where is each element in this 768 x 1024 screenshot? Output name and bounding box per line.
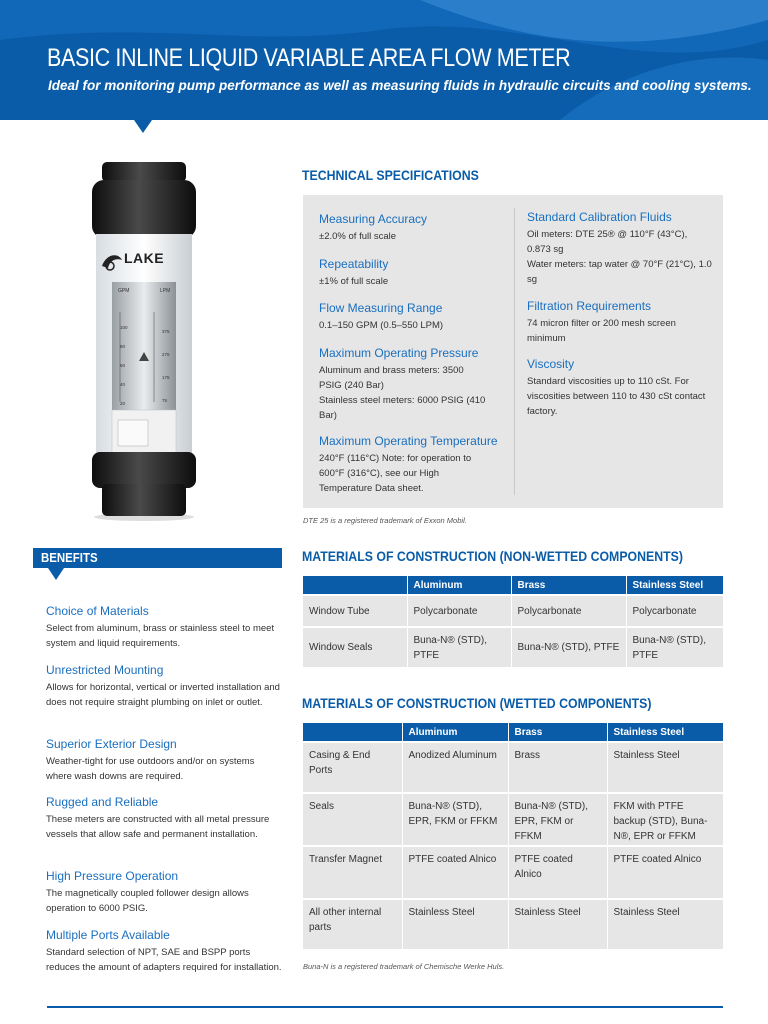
column-header <box>303 723 402 742</box>
table-cell: Transfer Magnet <box>303 846 402 899</box>
spec-label: Measuring Accuracy <box>319 212 428 226</box>
table-cell: Buna-N® (STD), EPR, FKM or FFKM <box>402 793 508 846</box>
table-cell: Brass <box>508 742 607 793</box>
spec-value: ±1% of full scale <box>319 276 389 287</box>
scale-tick: 75 <box>162 398 168 403</box>
table-cell: PTFE coated Alnico <box>607 846 723 899</box>
table-cell: FKM with PTFE backup (STD), Buna-N®, EPR or FFKM <box>607 793 723 846</box>
benefit-text: These meters are constructed with all metal pressure vessels that allow safe and permanent installation. <box>46 814 270 840</box>
scale-left-ticks <box>120 318 132 413</box>
spec-label: Maximum Operating Pressure <box>319 346 479 360</box>
spec-value: Standard viscosities up to 110 cSt. For viscosities between 110 to 430 cSt contact factory. <box>527 376 706 417</box>
table-cell: Stainless Steel <box>508 899 607 949</box>
table-cell: All other internal parts <box>303 899 402 949</box>
scale-tick: 175 <box>162 375 170 380</box>
table-row <box>303 742 723 793</box>
spec-value: Aluminum and brass meters: 3500 PSIG (240 Bar) Stainless steel meters: 6000 PSIG (410 Bar) <box>319 365 486 421</box>
wetted-table <box>303 723 723 949</box>
spec-filtration <box>527 299 707 346</box>
spec-value: ±2.0% of full scale <box>319 231 397 242</box>
table-cell: Buna-N® (STD), PTFE <box>626 627 723 667</box>
benefit-text: Standard selection of NPT, SAE and BSPP ports reduces the amount of adapters required for installation. <box>46 947 282 973</box>
spec-measuring-accuracy <box>319 212 511 244</box>
benefit-item <box>46 663 282 710</box>
spec-value: 74 micron filter or 200 mesh screen minimum <box>527 318 676 344</box>
table-header-row <box>303 723 723 742</box>
benefit-text: The magnetically coupled follower design allows operation to 6000 PSIG. <box>46 888 249 914</box>
flow-meter-image <box>88 162 200 522</box>
table-cell: Stainless Steel <box>607 899 723 949</box>
product-brand: LAKE <box>124 250 165 266</box>
spec-calibration-fluids <box>527 210 712 287</box>
benefits-pointer <box>48 568 64 580</box>
column-header: Stainless Steel <box>626 576 723 595</box>
scale-left-unit: GPM <box>118 288 130 294</box>
spec-flow-range <box>319 301 511 333</box>
benefit-title: Unrestricted Mounting <box>46 663 164 677</box>
header-banner <box>0 0 768 120</box>
wetted-heading: MATERIALS OF CONSTRUCTION (WETTED COMPONENTS) <box>302 695 652 711</box>
non-wetted-table <box>303 576 723 667</box>
spec-max-temperature <box>319 434 498 496</box>
column-header <box>303 576 407 595</box>
spec-value: 240°F (116°C) Note: for operation to 600°F (316°C), see our High Temperature Data sheet. <box>319 453 472 494</box>
benefit-text: Weather-tight for use outdoors and/or on systems where wash downs are required. <box>46 756 255 782</box>
table-row <box>303 846 723 899</box>
table-row <box>303 595 723 627</box>
scale-tick: 60 <box>120 363 126 368</box>
table-row <box>303 793 723 846</box>
benefits-heading: BENEFITS <box>41 550 98 565</box>
column-header: Brass <box>511 576 626 595</box>
benefit-title: Superior Exterior Design <box>46 737 177 751</box>
column-header: Aluminum <box>407 576 511 595</box>
scale-right-ticks <box>162 320 174 412</box>
table-cell: PTFE coated Alnico <box>508 846 607 899</box>
spec-label: Repeatability <box>319 257 389 271</box>
spec-label: Filtration Requirements <box>527 299 652 313</box>
table-cell: Polycarbonate <box>407 595 511 627</box>
benefit-title: Choice of Materials <box>46 604 149 618</box>
tech-specs-heading: TECHNICAL SPECIFICATIONS <box>302 167 479 183</box>
column-header: Stainless Steel <box>607 723 723 742</box>
benefits-header <box>33 548 282 568</box>
table-cell: Buna-N® (STD), EPR, FKM or FFKM <box>508 793 607 846</box>
buna-footnote: Buna-N is a registered trademark of Chemische Werke Huls. <box>303 962 505 971</box>
spec-label: Flow Measuring Range <box>319 301 443 315</box>
table-cell: Window Tube <box>303 595 407 627</box>
benefit-text: Allows for horizontal, vertical or inverted installation and does not require straight plumbing on inlet or outlet. <box>46 682 280 708</box>
benefit-item <box>46 737 282 784</box>
spec-repeatability <box>319 257 511 289</box>
page-subtitle: Ideal for monitoring pump performance as well as measuring fluids in hydraulic circuits and cooling systems. <box>48 78 752 93</box>
table-cell: Buna-N® (STD), PTFE <box>407 627 511 667</box>
benefit-item <box>46 604 282 651</box>
table-cell: Buna-N® (STD), PTFE <box>511 627 626 667</box>
table-cell: Casing & End Ports <box>303 742 402 793</box>
scale-right-unit: LPM <box>160 288 171 294</box>
spec-viscosity <box>527 357 709 419</box>
table-cell: Polycarbonate <box>511 595 626 627</box>
benefit-item <box>46 928 282 975</box>
spec-label: Standard Calibration Fluids <box>527 210 672 224</box>
bottom-divider <box>47 1006 723 1008</box>
table-cell: Seals <box>303 793 402 846</box>
table-cell: Window Seals <box>303 627 407 667</box>
spec-divider <box>514 208 515 495</box>
benefit-title: Rugged and Reliable <box>46 795 159 809</box>
non-wetted-heading: MATERIALS OF CONSTRUCTION (NON-WETTED COMPONENTS) <box>302 548 683 564</box>
page-title: BASIC INLINE LIQUID VARIABLE AREA FLOW METER <box>47 44 571 72</box>
spec-value: 0.1–150 GPM (0.5–550 LPM) <box>319 320 444 331</box>
column-header: Aluminum <box>402 723 508 742</box>
spec-label: Maximum Operating Temperature <box>319 434 498 448</box>
table-header-row <box>303 576 723 595</box>
benefit-item <box>46 795 282 842</box>
spec-label: Viscosity <box>527 357 575 371</box>
benefit-title: Multiple Ports Available <box>46 928 170 942</box>
table-row <box>303 627 723 667</box>
scale-tick: 100 <box>120 325 128 330</box>
scale-tick: 20 <box>120 401 126 406</box>
scale-tick: 275 <box>162 352 170 357</box>
table-cell: Stainless Steel <box>402 899 508 949</box>
table-cell: Stainless Steel <box>607 742 723 793</box>
scale-tick: 40 <box>120 382 126 387</box>
table-cell: Polycarbonate <box>626 595 723 627</box>
table-cell: Anodized Aluminum <box>402 742 508 793</box>
benefit-item <box>46 869 282 916</box>
benefit-title: High Pressure Operation <box>46 869 179 883</box>
column-header: Brass <box>508 723 607 742</box>
scale-tick: 80 <box>120 344 126 349</box>
table-row <box>303 899 723 949</box>
spec-value: Oil meters: DTE 25® @ 110°F (43°C), 0.873 sg Water meters: tap water @ 70°F (21°C), 1.0 sg <box>527 229 712 285</box>
benefit-text: Select from aluminum, brass or stainless steel to meet system and liquid requirements. <box>46 623 275 649</box>
table-cell: PTFE coated Alnico <box>402 846 508 899</box>
header-pointer <box>134 120 152 133</box>
scale-tick: 375 <box>162 329 170 334</box>
spec-max-pressure <box>319 346 489 423</box>
dte-footnote: DTE 25 is a registered trademark of Exxon Mobil. <box>303 516 467 525</box>
